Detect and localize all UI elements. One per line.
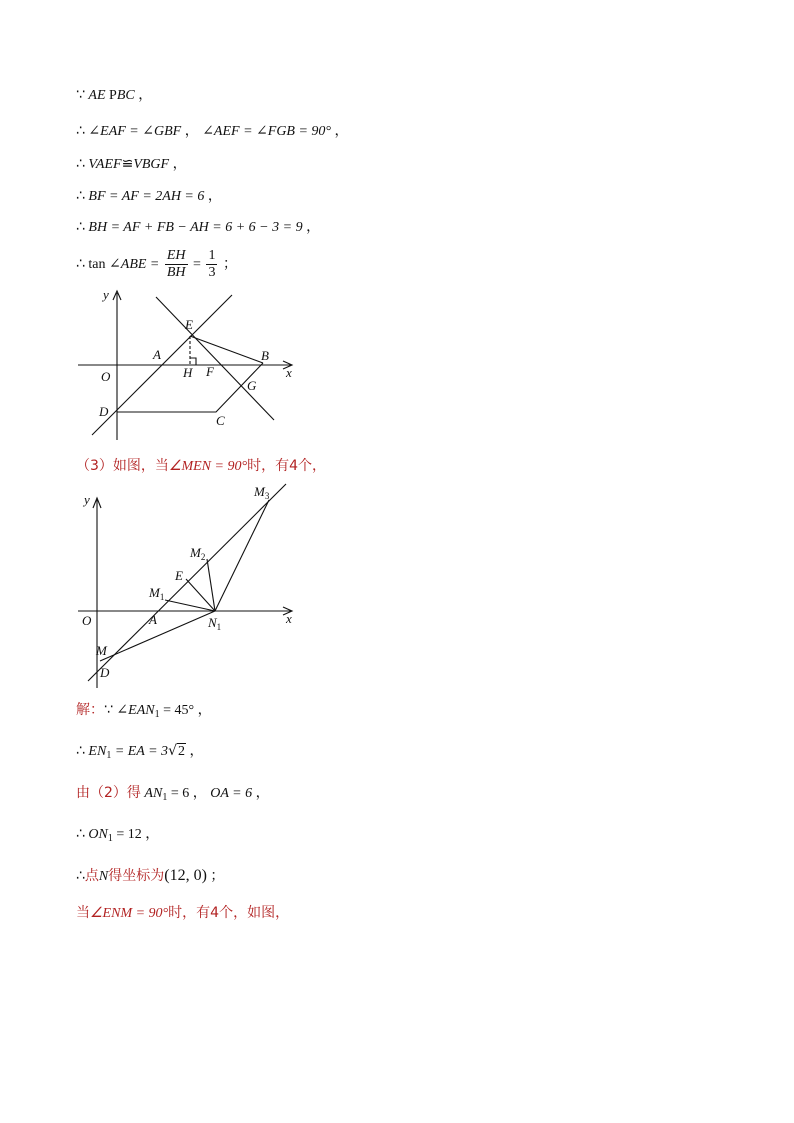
solution-line-coordinate xyxy=(76,867,224,886)
triangle-aef: VAEF xyxy=(88,157,122,172)
angle-abe: ∠ABE = xyxy=(109,257,160,272)
figure-2-diagram xyxy=(70,483,310,688)
label-e: E xyxy=(185,317,193,332)
because-symbol: ∵ xyxy=(104,702,113,718)
solution-line-an1 xyxy=(76,784,270,807)
label-b: B xyxy=(261,348,269,363)
label-n1: $N_1$ xyxy=(208,615,222,632)
numerator-1: 1 xyxy=(208,248,216,264)
case-enm-heading xyxy=(76,904,289,923)
solution-label: 解： xyxy=(76,702,104,718)
label-a: A xyxy=(153,347,161,362)
on1-value: = 12 xyxy=(112,827,142,842)
label-o: O xyxy=(101,369,111,384)
tan-function: tan xyxy=(88,257,106,272)
numerator-eh: EH xyxy=(166,248,186,264)
triangle-bgf: VBGF xyxy=(133,157,170,172)
segment-e-b xyxy=(190,336,263,363)
segment-on: ON xyxy=(88,827,108,842)
line-through-e-and-g xyxy=(156,297,274,420)
therefore-symbol: ∴ xyxy=(76,743,85,759)
sqrt-radicand: 2 xyxy=(177,744,185,759)
equation-bh: BH = AF + FB − AH = 6 + 6 − 3 = 9 xyxy=(88,220,303,235)
comma: ， xyxy=(207,189,222,204)
angle-men: ∠MEN = 90° xyxy=(168,459,248,474)
oa-equation: OA = 6 xyxy=(210,786,253,801)
label-c: C xyxy=(216,413,225,428)
therefore-symbol: ∴ xyxy=(76,256,85,272)
because-symbol: ∵ xyxy=(76,87,85,103)
sqrt-symbol: √ xyxy=(168,743,177,759)
therefore-symbol: ∴ xyxy=(76,868,85,884)
label-y: y xyxy=(84,492,90,507)
line-through-m-and-m3 xyxy=(88,484,286,681)
semicolon: ； xyxy=(210,869,225,884)
comma: ， xyxy=(255,786,270,801)
comma: ， xyxy=(192,786,207,801)
statement-angles-equal xyxy=(76,122,349,141)
label-m2: $M_2$ xyxy=(190,545,206,562)
comma: ， xyxy=(172,157,187,172)
therefore-symbol: ∴ xyxy=(76,219,85,235)
label-m3: $M_3$ xyxy=(254,484,270,501)
solution-line-angle-ean1 xyxy=(76,701,212,724)
figure-1-diagram xyxy=(70,285,310,445)
therefore-symbol: ∴ xyxy=(76,188,85,204)
en1-equation: = EA = 3 xyxy=(111,744,169,759)
equation-bf: BF = AF = 2AH = 6 xyxy=(88,189,205,204)
label-f: F xyxy=(206,364,214,379)
label-h: H xyxy=(183,365,193,380)
point-n: N xyxy=(98,869,109,884)
right-angle-mark-h xyxy=(190,358,196,365)
case-enm-suffix: 时，有4个，如图， xyxy=(168,905,290,921)
comma: ， xyxy=(145,827,160,842)
angle-enm: ∠ENM = 90° xyxy=(90,906,169,921)
case-enm-prefix: 当 xyxy=(76,905,90,921)
label-m: M xyxy=(96,643,107,658)
comma: ， xyxy=(197,703,212,718)
label-g: G xyxy=(247,378,257,393)
parallel-symbol: P xyxy=(109,88,117,103)
angle-value: = 45° xyxy=(159,703,195,718)
fraction-one-third xyxy=(206,248,217,281)
case-3-heading xyxy=(76,457,326,476)
subscript-1: 1 xyxy=(106,750,112,761)
congruent-symbol: ≌ xyxy=(121,156,134,172)
fraction-eh-over-bh xyxy=(165,248,188,281)
segment-an: AN xyxy=(144,786,163,801)
statement-bf-value xyxy=(76,187,222,206)
comma: ， xyxy=(334,124,349,139)
semicolon: ； xyxy=(222,257,237,272)
subscript-1: 1 xyxy=(107,833,113,844)
label-m1: $M_1$ xyxy=(149,585,165,602)
segment-m-n1 xyxy=(100,611,215,661)
comma: ， xyxy=(189,744,204,759)
segment-bc: BC xyxy=(116,88,135,103)
point-word: 点 xyxy=(84,868,99,884)
coordinate-value: (12, 0) xyxy=(164,867,207,884)
subscript-1: 1 xyxy=(162,792,168,803)
segment-ae: AE xyxy=(88,88,106,103)
from-part-2: 由（2）得 xyxy=(76,785,141,801)
denominator-3: 3 xyxy=(208,265,216,281)
solution-line-on1 xyxy=(76,825,159,848)
comma: ， xyxy=(306,220,321,235)
equals-sign: = xyxy=(193,257,201,272)
therefore-symbol: ∴ xyxy=(76,826,85,842)
statement-bh-value xyxy=(76,218,320,237)
label-x: x xyxy=(286,611,292,626)
case-3-suffix: 时，有4个， xyxy=(247,458,326,474)
angle-ean: ∠EAN xyxy=(116,703,155,718)
comma: ， xyxy=(138,88,153,103)
label-d: D xyxy=(99,404,109,419)
denominator-bh: BH xyxy=(166,265,186,281)
subscript-1: 1 xyxy=(154,709,160,720)
angle-aef-equals-fgb: ∠AEF = ∠FGB = 90° xyxy=(202,124,332,139)
label-y: y xyxy=(103,287,109,302)
therefore-symbol: ∴ xyxy=(76,156,85,172)
label-e: E xyxy=(175,568,183,583)
label-a: A xyxy=(149,612,157,627)
label-o: O xyxy=(82,613,92,628)
solution-line-en1 xyxy=(76,742,203,765)
segment-en: EN xyxy=(88,744,107,759)
label-d: D xyxy=(100,665,110,680)
label-x: x xyxy=(286,365,292,380)
an1-value: = 6 xyxy=(167,786,190,801)
coordinate-text: 得坐标为 xyxy=(108,868,165,884)
statement-ae-parallel-bc xyxy=(76,86,152,105)
statement-tan-abe xyxy=(76,244,237,285)
angle-eaf-equals-gbf: ∠EAF = ∠GBF xyxy=(88,124,182,139)
comma: ， xyxy=(184,124,199,139)
segment-m3-n1 xyxy=(215,500,269,611)
therefore-symbol: ∴ xyxy=(76,123,85,139)
case-3-prefix: （3）如图，当 xyxy=(76,458,169,474)
segment-m1-n1 xyxy=(165,600,215,611)
statement-congruent-triangles xyxy=(76,155,187,174)
